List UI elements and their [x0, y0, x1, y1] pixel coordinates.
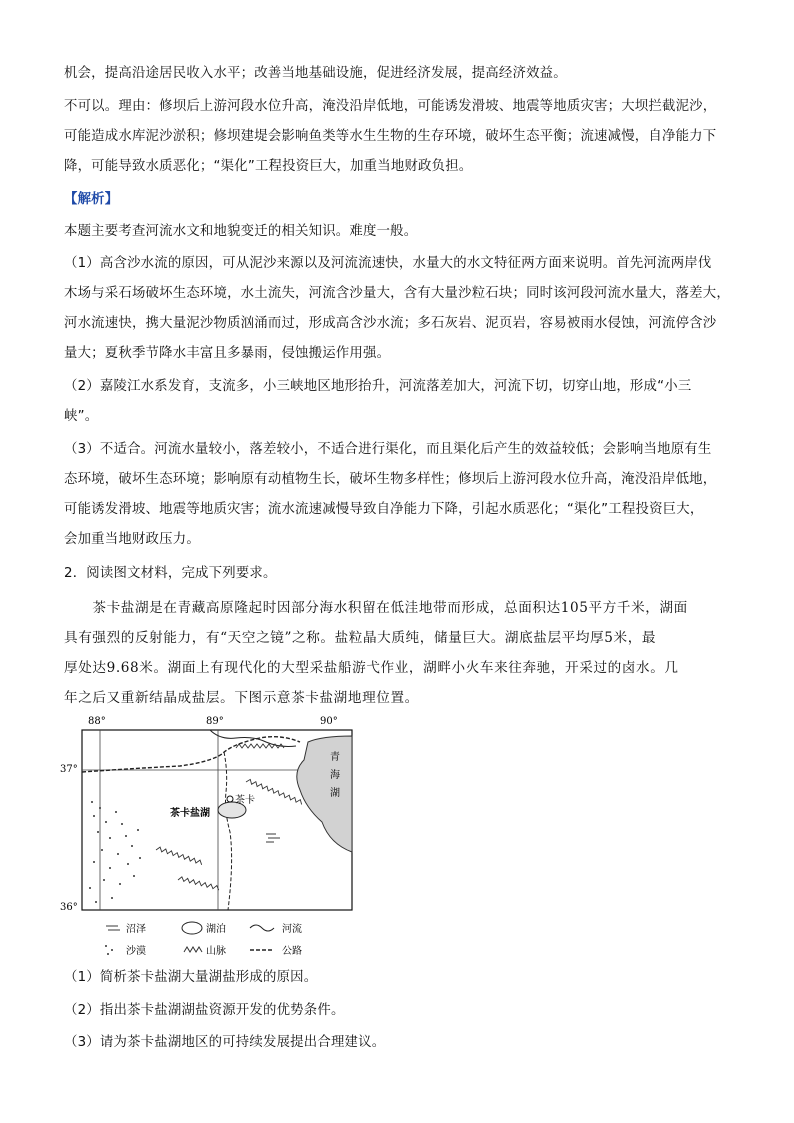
sub-question: （3）请为茶卡盐湖地区的可持续发展提出合理建议。 [64, 1035, 386, 1050]
analysis-p1-line: （1）高含沙水流的原因，可从泥沙来源以及河流流速快，水量大的水文特征两方面来说明。首先河流两岸伐 [64, 256, 712, 271]
legend-marsh [106, 926, 120, 930]
lake-label: 茶卡盐湖 [170, 808, 210, 819]
legend-desert [105, 945, 113, 955]
map-legend [105, 922, 302, 957]
analysis-p3-line: 态环境，破坏生态环境；影响原有动植物生长，破坏生物多样性；修坝后上游河段水位升高，淹没沿岸低地， [64, 472, 717, 487]
analysis-p2-line: （2）嘉陵江水系发育，支流多，小三峡地区地形抬升，河流落差加大，河流下切，切穿山地，形成“小三 [64, 379, 692, 394]
lat-label: 37° [60, 764, 78, 775]
legend-mountain [184, 947, 202, 952]
question-heading: 2．阅读图文材料，完成下列要求。 [64, 566, 277, 581]
qinghai-lake-label: 青 [330, 752, 340, 763]
lon-label: 90° [320, 716, 338, 727]
legend-label: 河流 [282, 924, 302, 935]
lat-label: 36° [60, 902, 78, 913]
town-marker [227, 796, 233, 802]
legend-river [250, 925, 274, 931]
answer-line: 不可以。理由：修坝后上游河段水位升高，淹没沿岸低地，可能诱发滑坡、地震等地质灾害；大坝拦截泥沙， [64, 99, 717, 114]
analysis-p1-line: 木场与采石场破坏生态环境，水土流失，河流含沙量大，含有大量沙粒石块；同时该河段河流水量大，落差大， [64, 286, 730, 301]
legend-label: 湖泊 [206, 924, 226, 935]
qinghai-lake-label: 湖 [330, 788, 340, 799]
analysis-intro: 本题主要考查河流水文和地貌变迁的相关知识。难度一般。 [64, 224, 418, 239]
passage-line: 年之后又重新结晶成盐层。下图示意茶卡盐湖地理位置。 [64, 690, 419, 706]
town-label: 茶卡 [235, 795, 255, 806]
answer-line: 降，可能导致水质恶化；“渠化”工程投资巨大，加重当地财政负担。 [64, 159, 473, 174]
sub-question: （2）指出茶卡盐湖湖盐资源开发的优势条件。 [64, 1003, 345, 1018]
passage-line: 厚处达9.68米。湖面上有现代化的大型采盐船游弋作业，湖畔小火车来往奔驰，开采过的卤水。几 [64, 660, 679, 676]
passage-line: 茶卡盐湖是在青藏高原隆起时因部分海水积留在低洼地带而形成，总面积达105平方千米，湖面 [64, 600, 688, 616]
analysis-p3-line: 可能诱发滑坡、地震等地质灾害；流水流速减慢导致自净能力下降，引起水质恶化；“渠化”工程投资巨大， [64, 502, 704, 517]
lon-label: 89° [206, 716, 224, 727]
lon-label: 88° [88, 716, 106, 727]
analysis-p2-line: 峡”。 [64, 409, 99, 424]
answer-line: 可能造成水库泥沙淤积；修坝建堤会影响鱼类等水生生物的生存环境，破坏生态平衡；流速减慢，自净能力下 [64, 129, 717, 144]
analysis-p1-line: 河水流速快，携大量泥沙物质汹涌而过，形成高含沙水流；多石灰岩、泥页岩，容易被雨水侵蚀，河流停含沙 [64, 316, 717, 331]
analysis-p3-line: 会加重当地财政压力。 [64, 532, 200, 547]
qinghai-lake-label: 海 [330, 770, 340, 781]
answer-line: 机会，提高沿途居民收入水平；改善当地基础设施，促进经济发展，提高经济效益。 [64, 66, 567, 81]
legend-label: 山脉 [206, 946, 226, 957]
chaka-salt-lake-map [60, 712, 360, 960]
analysis-p3-line: （3）不适合。河流水量较小，落差较小，不适合进行渠化，而且渠化后产生的效益较低；会影响当地原有生 [64, 442, 712, 457]
legend-lake [182, 922, 202, 934]
legend-label: 沼泽 [126, 924, 146, 935]
analysis-p1-line: 量大；夏秋季节降水丰富且多暴雨，侵蚀搬运作用强。 [64, 346, 391, 361]
legend-label: 沙漠 [126, 946, 146, 957]
analysis-tag: 【解析】 [64, 192, 119, 207]
sub-question: （1）简析茶卡盐湖大量湖盐形成的原因。 [64, 970, 318, 985]
legend-label: 公路 [282, 946, 302, 957]
passage-line: 具有强烈的反射能力，有“天空之镜”之称。盐粒晶大质纯，储量巨大。湖底盐层平均厚5米，最 [64, 630, 657, 646]
